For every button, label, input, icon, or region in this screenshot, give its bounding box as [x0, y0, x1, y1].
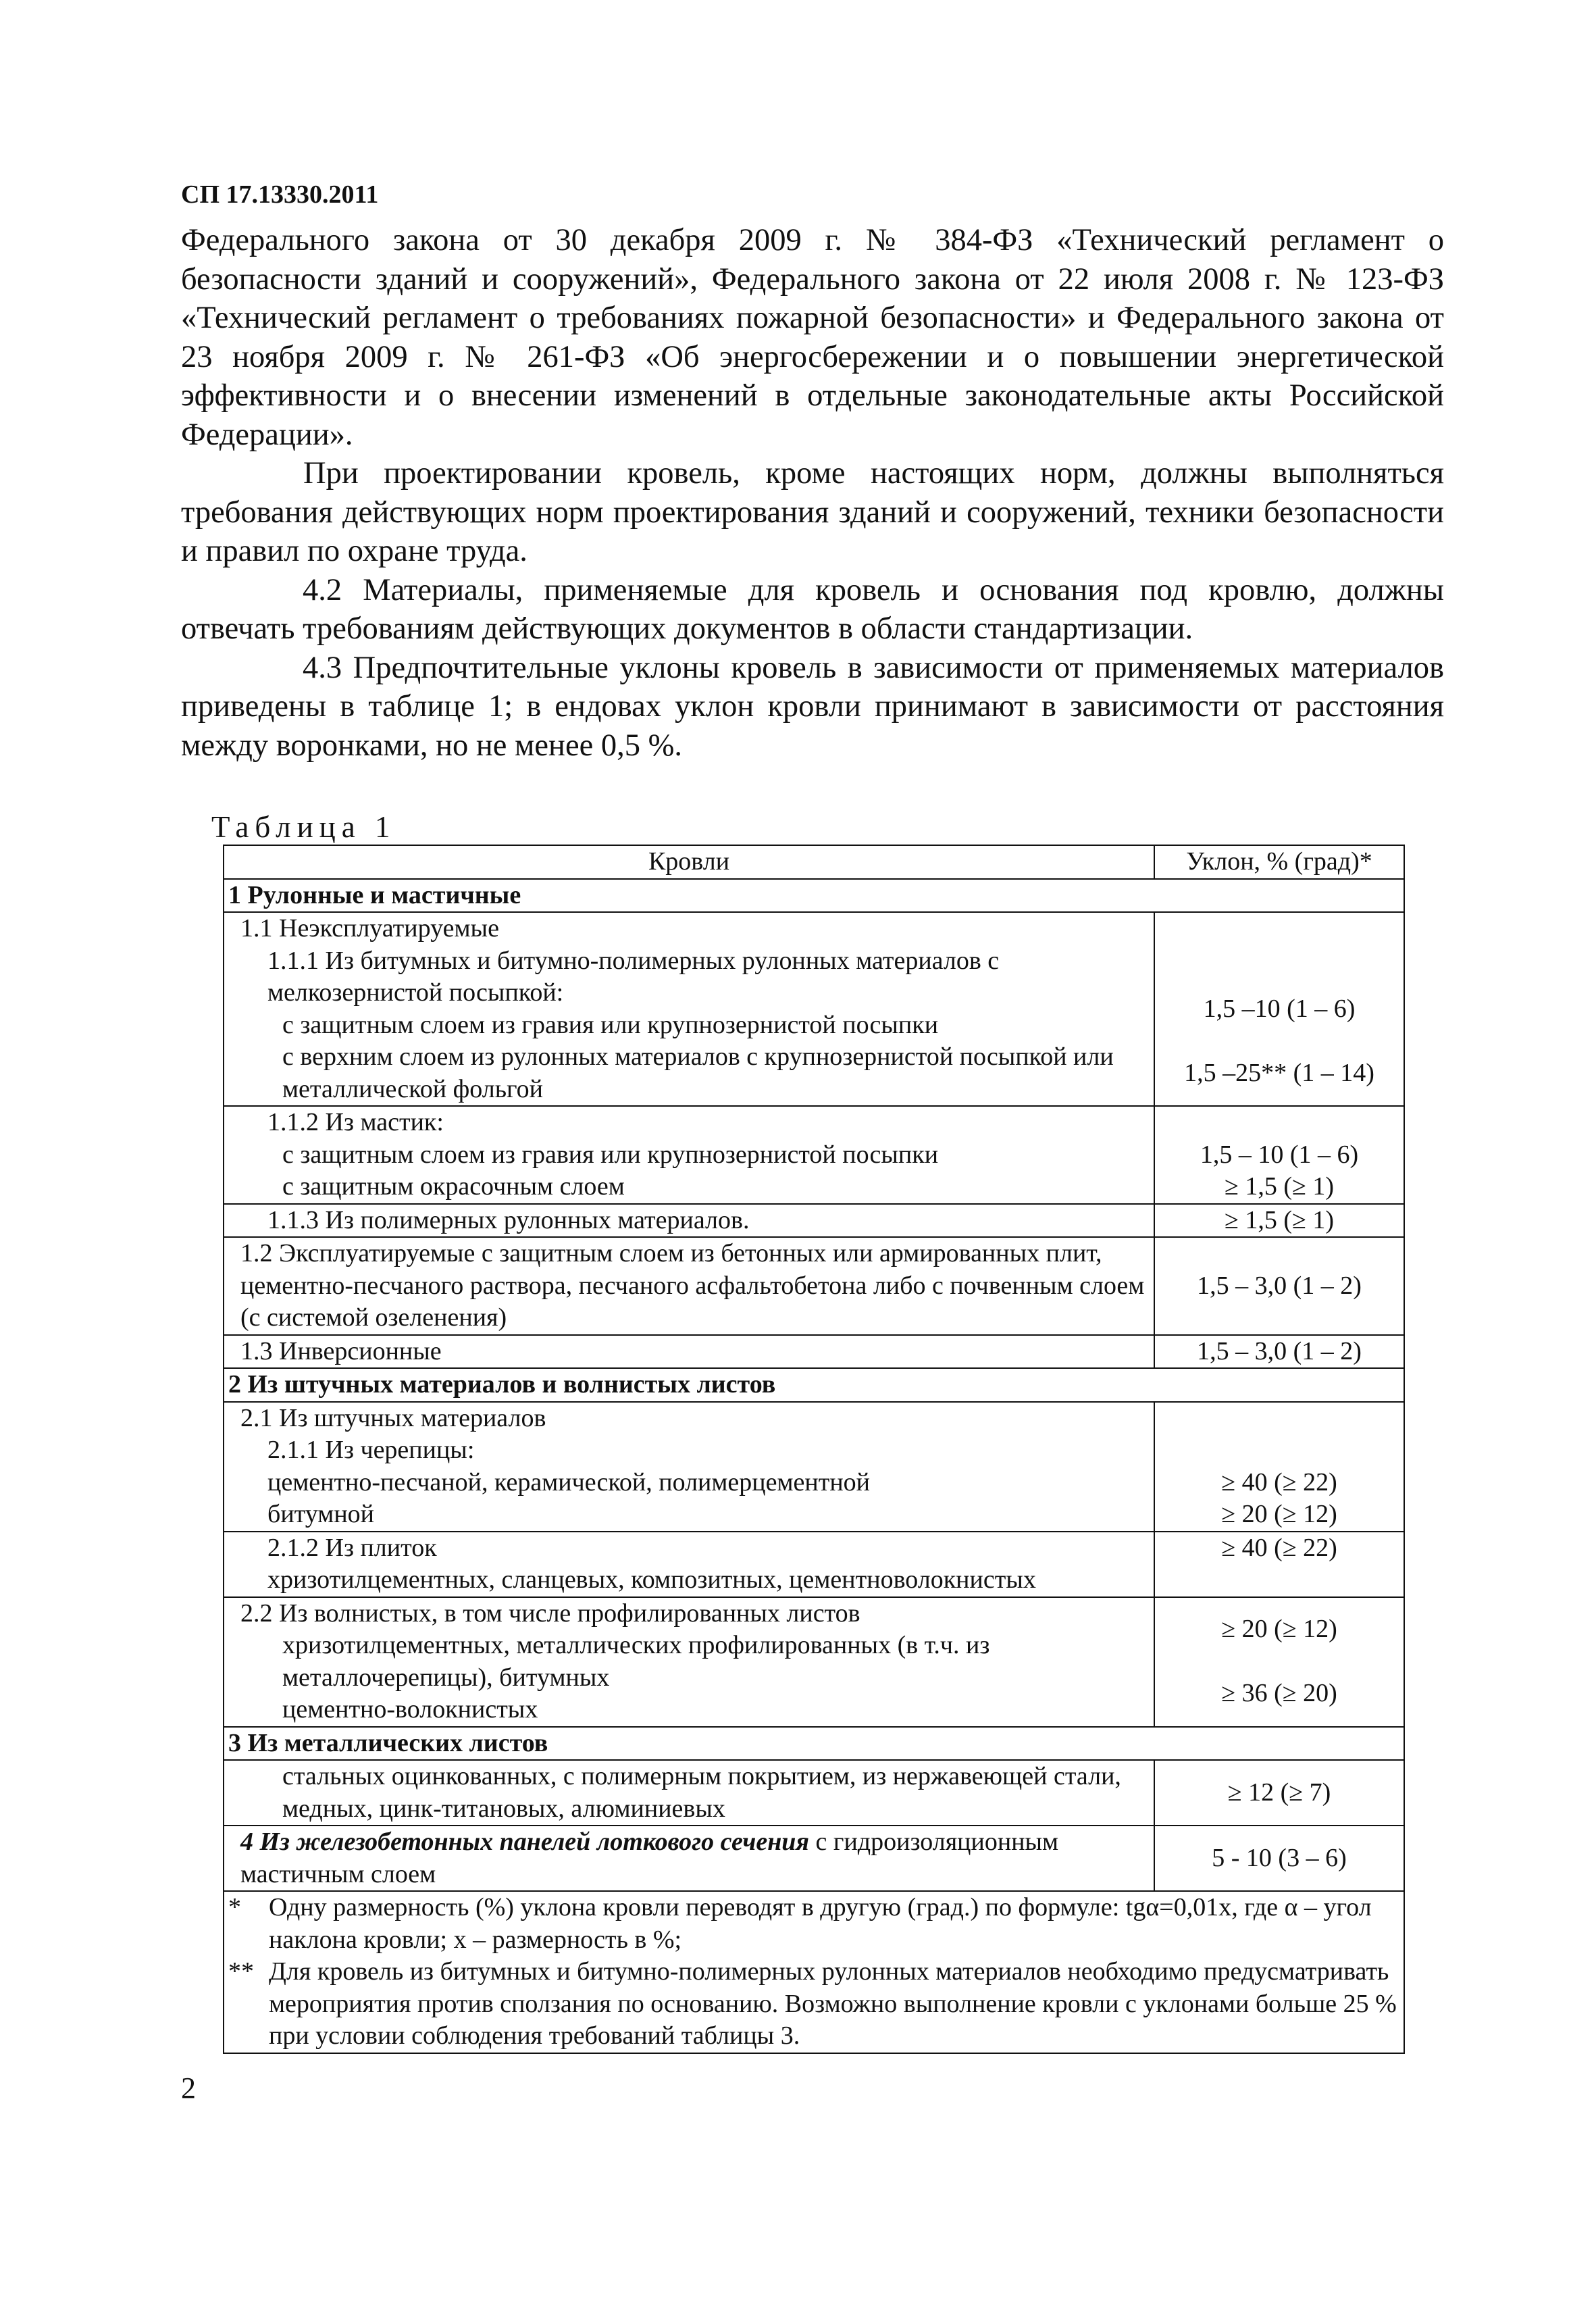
slope-1-1-2-a: 1,5 – 10 (1 – 6)	[1200, 1140, 1359, 1169]
group-row-2	[224, 1368, 1404, 1402]
row-title-1-2: 1.2 Эксплуатируемые с защитным слоем из бетонных или армированных плит, цементно-песчаного раствора, песчаного асфальтобетона либо с почвенным слоем (с системой озеленения)	[240, 1239, 1145, 1332]
group-title-metal-sheets: 3 Из металлических листов	[224, 1727, 1404, 1761]
cell-2-1-2	[224, 1532, 1154, 1597]
cell-1-1-2	[224, 1106, 1154, 1204]
table-row-1-1-1	[224, 912, 1404, 1106]
row-item-2-1-2-a: хризотилцементных, сланцевых, композитных, цементноволокнистых	[267, 1565, 1036, 1594]
table-footnotes-row	[224, 1891, 1404, 2053]
cell-2-2	[224, 1597, 1154, 1727]
table-row-3	[224, 1760, 1404, 1826]
body-text	[181, 221, 1444, 765]
footnote-2-text: Для кровель из битумных и битумно-полимерных рулонных материалов необходимо предусматривать мероприятия против сползания по основанию. Возможно выполнение кровли с уклонами больше 25 % при условии соблюдения требований таблицы 3.	[269, 1957, 1397, 2050]
group-title-rolled-mastic: 1 Рулонные и мастичные	[224, 879, 1404, 913]
table-row-1-2	[224, 1237, 1404, 1335]
slope-2-1-1-a: ≥ 40 (≥ 22)	[1221, 1467, 1337, 1496]
row-title-1-1-2: 1.1.2 Из мастик:	[267, 1108, 444, 1136]
footnote-2-mark: **	[228, 1957, 254, 1986]
table-caption: Таблица 1	[211, 810, 396, 844]
slope-cell-2-1-1	[1154, 1402, 1404, 1532]
table-row-1-1-3	[224, 1204, 1404, 1238]
slope-1-1-1-b: 1,5 –25** (1 – 14)	[1184, 1058, 1374, 1087]
cell-1-1-3	[224, 1204, 1154, 1238]
row-item-2-2-b: цементно-волокнистых	[282, 1695, 538, 1724]
footnote-1	[228, 1892, 1399, 1956]
slope-2-2-a: ≥ 20 (≥ 12)	[1221, 1615, 1337, 1644]
paragraph-law-references: Федерального закона от 30 декабря 2009 г. № 384-ФЗ «Технический регламент о безопасности зданий и сооружений», Федерального закона от 22 июля 2008 г. № 123-ФЗ «Технический регламент о требованиях пожарной безопасности» и Федерального закона от 23 ноября 2009 г. № 261-ФЗ «Об энергосбережении и о повышении энергетической эффективности и о внесении изменений в отдельные законодательные акты Российской Федерации».	[181, 223, 1444, 452]
slope-2-1-1-b: ≥ 20 (≥ 12)	[1221, 1500, 1337, 1528]
roof-slope-table	[223, 845, 1405, 2054]
table-footnotes	[224, 1891, 1404, 2053]
table-row-4	[224, 1826, 1404, 1891]
table-row-2-2	[224, 1597, 1404, 1727]
row-item-1-1-1-a: с защитным слоем из гравия или крупнозернистой посыпки	[282, 1010, 939, 1039]
group-title-concrete-panels: 4 Из железобетонных панелей лоткового сечения	[240, 1828, 809, 1856]
page-number: 2	[181, 2071, 196, 2105]
row-title-2-2: 2.2 Из волнистых, в том числе профилированных листов	[240, 1599, 860, 1628]
slope-1-3: 1,5 – 3,0 (1 – 2)	[1154, 1335, 1404, 1369]
table-row-2-1-1	[224, 1402, 1404, 1532]
slope-4: 5 - 10 (3 – 6)	[1154, 1826, 1404, 1891]
slope-3: ≥ 12 (≥ 7)	[1154, 1760, 1404, 1826]
row-title-2-1-1: 2.1.1 Из черепицы:	[267, 1436, 475, 1464]
cell-4	[224, 1826, 1154, 1891]
slope-1-1-2-b: ≥ 1,5 (≥ 1)	[1224, 1172, 1335, 1201]
cell-1-2	[224, 1237, 1154, 1335]
paragraph-design-norms: При проектировании кровель, кроме настоящих норм, должны выполняться требования действующих норм проектирования зданий и сооружений, техники безопасности и правил по охране труда.	[181, 456, 1444, 568]
paragraph-4-2: 4.2 Материалы, применяемые для кровель и основания под кровлю, должны отвечать требованиям действующих документов в области стандартизации.	[181, 572, 1444, 646]
row-title-4-rest: с гидроизоляционным мастичным слоем	[240, 1828, 1059, 1888]
footnote-1-text: Одну размерность (%) уклона кровли переводят в другую (град.) по формуле: tgα=0,01x, где α – угол наклона кровли; x – размерность в %;	[269, 1893, 1372, 1954]
slope-cell-2-2	[1154, 1597, 1404, 1727]
document-code-header: СП 17.13330.2011	[181, 180, 379, 209]
column-header-roofs: Кровли	[224, 845, 1154, 879]
row-title-2-1-2: 2.1.2 Из плиток	[267, 1533, 437, 1562]
row-title-1-1-1: 1.1.1 Из битумных и битумно-полимерных рулонных материалов с мелкозернистой посыпкой:	[267, 946, 1000, 1007]
table-header-row	[224, 845, 1404, 879]
group-row-3	[224, 1727, 1404, 1761]
group-title-piece-materials: 2 Из штучных материалов и волнистых листов	[224, 1368, 1404, 1402]
paragraph-4-3: 4.3 Предпочтительные уклоны кровель в зависимости от применяемых материалов приведены в таблице 1; в ендовах уклон кровли принимают в зависимости от расстояния между воронками, но не менее 0,5 %.	[181, 650, 1444, 763]
cell-1-3	[224, 1335, 1154, 1369]
table-row-1-3	[224, 1335, 1404, 1369]
group-row-1	[224, 879, 1404, 913]
table-row-1-1-2	[224, 1106, 1404, 1204]
column-header-slope: Уклон, % (град)*	[1154, 845, 1404, 879]
row-item-3: стальных оцинкованных, с полимерным покрытием, из нержавеющей стали, медных, цинк-титановых, алюминиевых	[282, 1762, 1121, 1823]
slope-1-2: 1,5 – 3,0 (1 – 2)	[1154, 1237, 1404, 1335]
slope-1-1-3: ≥ 1,5 (≥ 1)	[1154, 1204, 1404, 1238]
row-title-1-1: 1.1 Неэксплуатируемые	[240, 914, 499, 942]
footnote-1-mark: *	[228, 1893, 241, 1921]
row-item-1-1-2-a: с защитным слоем из гравия или крупнозернистой посыпки	[282, 1140, 939, 1169]
cell-3	[224, 1760, 1154, 1826]
row-title-2-1: 2.1 Из штучных материалов	[240, 1403, 546, 1432]
row-title-4	[228, 1826, 1150, 1890]
cell-2-1-1	[224, 1402, 1154, 1532]
row-item-2-1-1-a: цементно-песчаной, керамической, полимерцементной	[267, 1467, 871, 1496]
row-item-1-1-1-b: с верхним слоем из рулонных материалов с крупнозернистой посыпкой или металлической фольгой	[282, 1042, 1114, 1103]
table-row-2-1-2	[224, 1532, 1404, 1597]
slope-2-1-2: ≥ 40 (≥ 22)	[1154, 1532, 1404, 1597]
row-item-1-1-2-b: с защитным окрасочным слоем	[282, 1172, 625, 1201]
slope-cell-1-1-2	[1154, 1106, 1404, 1204]
slope-cell-1-1-1	[1154, 912, 1404, 1106]
slope-2-2-b: ≥ 36 (≥ 20)	[1221, 1679, 1337, 1708]
row-title-1-1-3: 1.1.3 Из полимерных рулонных материалов.	[267, 1205, 750, 1234]
row-item-2-1-1-b: битумной	[267, 1500, 374, 1528]
slope-1-1-1-a: 1,5 –10 (1 – 6)	[1203, 994, 1356, 1023]
cell-1-1-1	[224, 912, 1154, 1106]
row-title-1-3: 1.3 Инверсионные	[240, 1336, 442, 1365]
footnote-2	[228, 1956, 1399, 2053]
row-item-2-2-a: хризотилцементных, металлических профилированных (в т.ч. из металлочерепицы), битумных	[282, 1631, 990, 1692]
